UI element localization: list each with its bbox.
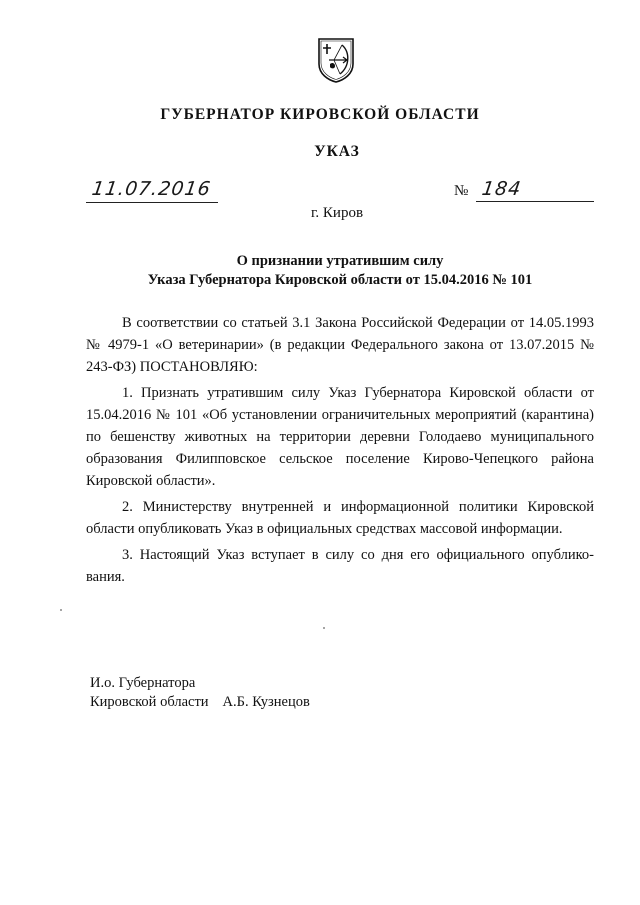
scan-speck <box>60 609 62 611</box>
number-underline <box>476 201 594 202</box>
signatory-role-line: И.о. Губернатора <box>90 675 196 691</box>
scan-speck <box>323 627 325 629</box>
number-sign: № <box>454 183 469 199</box>
document-number-field <box>454 178 594 202</box>
handwritten-number: 184 <box>480 178 523 200</box>
coat-of-arms-icon <box>316 36 356 84</box>
title-line-2: Указа Губернатора Кировской области от 15.04.2016 № 101 <box>147 272 533 288</box>
handwritten-date: 11.07.2016 <box>90 178 213 200</box>
document-title <box>60 252 620 290</box>
body-intro-paragraph: В соответствии со статьей 3.1 Закона Российской Федерации от 14.05.1993 № 4979-1 «О ветеринарии» (в редакции Федерального закона от 13.07.2015 № 243-ФЗ) ПОСТАНОВЛЯЮ: <box>86 315 594 375</box>
body-item-3: 3. Настоящий Указ вступает в силу со дня его официального опубликования. <box>86 547 594 585</box>
body-item-1: 1. Признать утратившим силу Указ Губернатора Кировской области от 15.04.2016 № 101 «Об установлении ограничительных мероприятий (карантина) по бешенству животных на территории деревни Голодаево муниципального образования Филипповское сельское поселение Кирово-Чепецкого района Кировской области». <box>86 385 594 489</box>
document-date-field <box>86 178 218 203</box>
document-type-heading: УКАЗ <box>314 143 360 160</box>
city-line: г. Киров <box>310 205 364 221</box>
body-item-2: 2. Министерству внутренней и информационной политики Кировской области опубликовать Указ в официальных средствах массовой информации. <box>86 499 594 537</box>
signatory-region: Кировской области <box>90 694 209 710</box>
signatory-row <box>90 693 310 712</box>
authority-heading: ГУБЕРНАТОР КИРОВСКОЙ ОБЛАСТИ <box>160 106 480 123</box>
signatory-name: А.Б. Кузнецов <box>222 694 310 710</box>
title-line-1: О признании утратившим силу <box>236 253 444 269</box>
document-body <box>86 312 594 592</box>
